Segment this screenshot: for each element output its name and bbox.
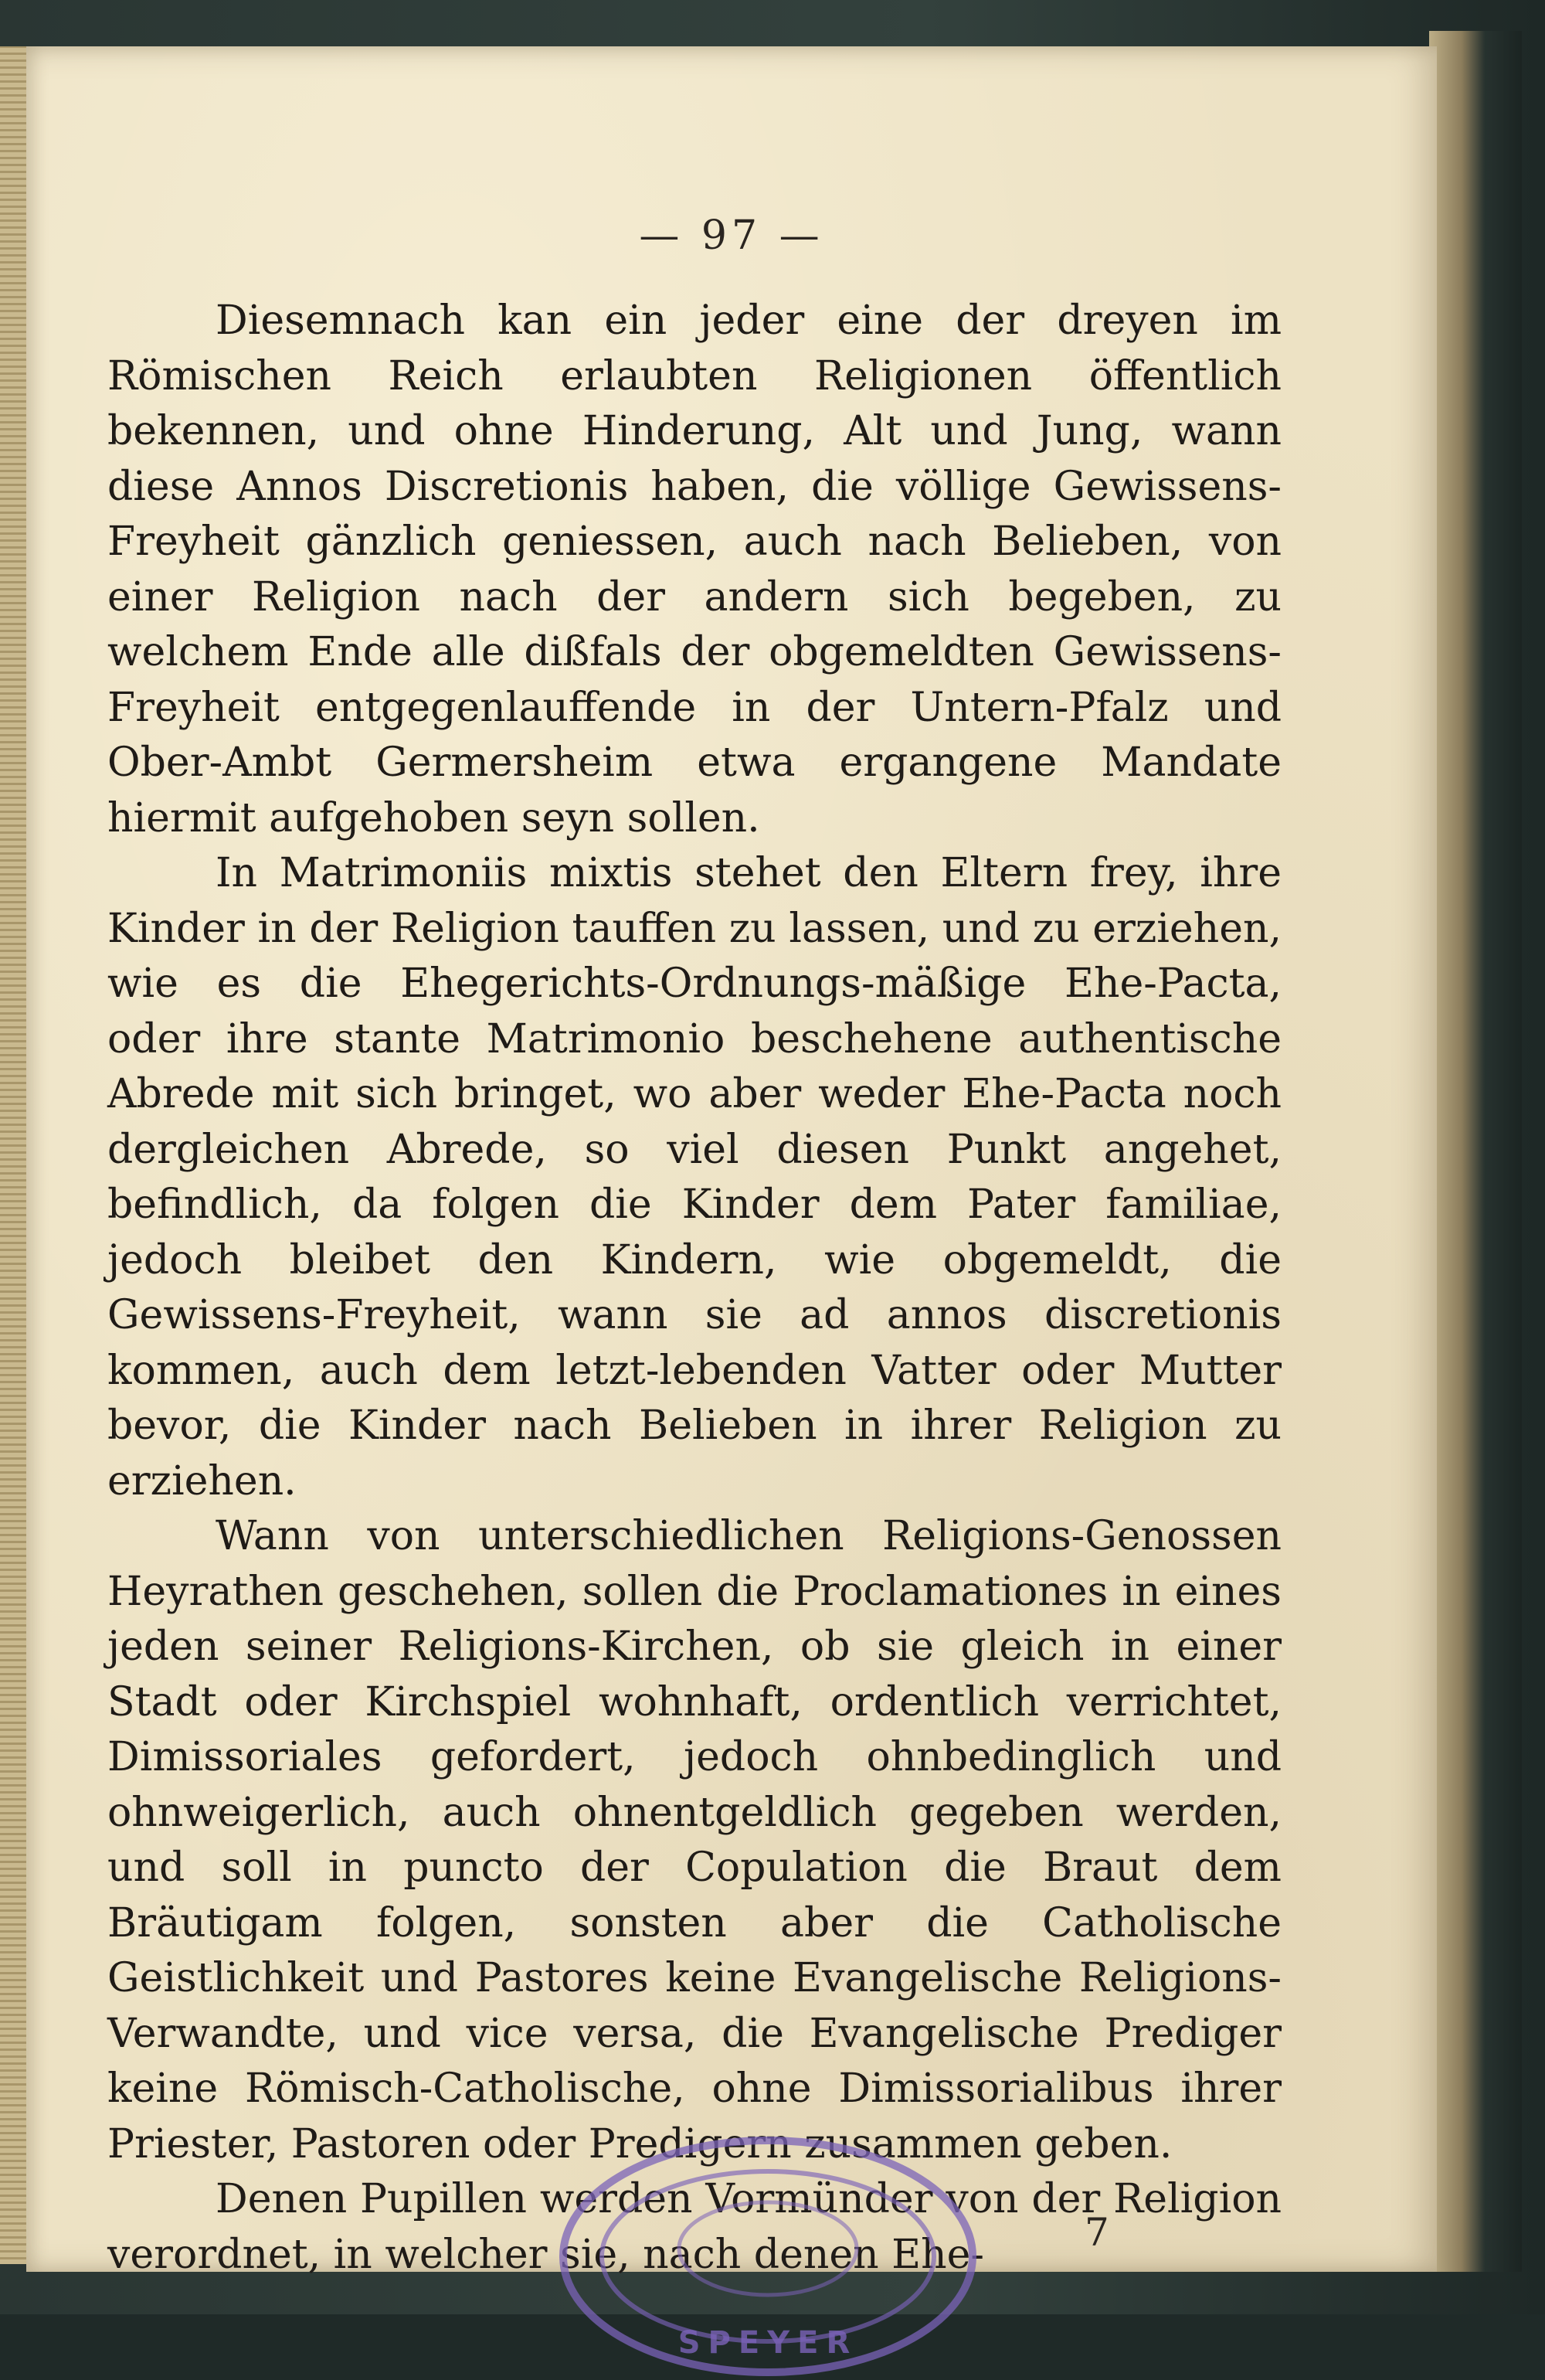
right-page-edge bbox=[1429, 31, 1522, 2272]
body-text bbox=[107, 294, 1282, 2283]
book-page bbox=[26, 46, 1437, 2361]
paragraph-3: Wann von unterschiedlichen Religions-Genossen Heyrathen geschehen, sollen die Proclamationes in eines jeden seiner Religions-Kirchen, ob sie gleich in einer Stadt oder Kirchspiel wohnhaft, ordentlich verrichtet, Dimissoriales gefordert, jedoch ohnbedinglich und ohnweigerlich, auch ohnentgeldlich gegeben werden, und soll in puncto der Copulation die Braut dem Bräutigam folgen, sonsten aber die Catholische Geistlichkeit und Pastores keine Evangelische Religions-Verwandte, und vice versa, die Evangelische Prediger keine Römisch-Catholische, ohne Dimissorialibus ihrer Priester, Pastoren oder Predigern zusammen geben. bbox=[107, 1513, 1282, 2168]
paragraph-1: Diesemnach kan ein jeder eine der dreyen im Römischen Reich erlaubten Religionen öffentlich bekennen, und ohne Hinderung, Alt und Jung, wann diese Annos Discretionis haben, die völlige Gewissens-Freyheit gänzlich geniessen, auch nach Belieben, von einer Religion nach der andern sich begeben, zu welchem Ende alle dißfals der obgemeldten Gewissens-Freyheit entgegenlauffende in der Untern-Pfalz und Ober-Ambt Germersheim etwa ergangene Mandate hiermit aufgehoben seyn sollen. bbox=[107, 298, 1282, 842]
paragraph-4: Denen Pupillen werden Vormünder von der Religion verordnet, in welcher sie, nach denen Ehe- bbox=[107, 2176, 1282, 2278]
left-page-edge bbox=[0, 46, 26, 2264]
stamp-text: SPEYER bbox=[677, 2325, 858, 2361]
page-number: — 97 — bbox=[639, 212, 824, 259]
paragraph-2: In Matrimoniis mixtis stehet den Eltern frey, ihre Kinder in der Religion tauffen zu lassen, und zu erziehen, wie es die Ehegerichts-Ordnungs-mäßige Ehe-Pacta, oder ihre stante Matrimonio beschehene authentische Abrede mit sich bringet, wo aber weder Ehe-Pacta noch dergleichen Abrede, so viel diesen Punkt angehet, befindlich, da folgen die Kinder dem Pater familiae, jedoch bleibet den Kindern, wie obgemeldt, die Gewissens-Freyheit, wann sie ad annos discretionis kommen, auch dem letzt-lebenden Vatter oder Mutter bevor, die Kinder nach Belieben in ihrer Religion zu erziehen. bbox=[107, 850, 1282, 1504]
signature-mark: 7 bbox=[1085, 2210, 1109, 2255]
library-stamp bbox=[552, 2133, 984, 2380]
